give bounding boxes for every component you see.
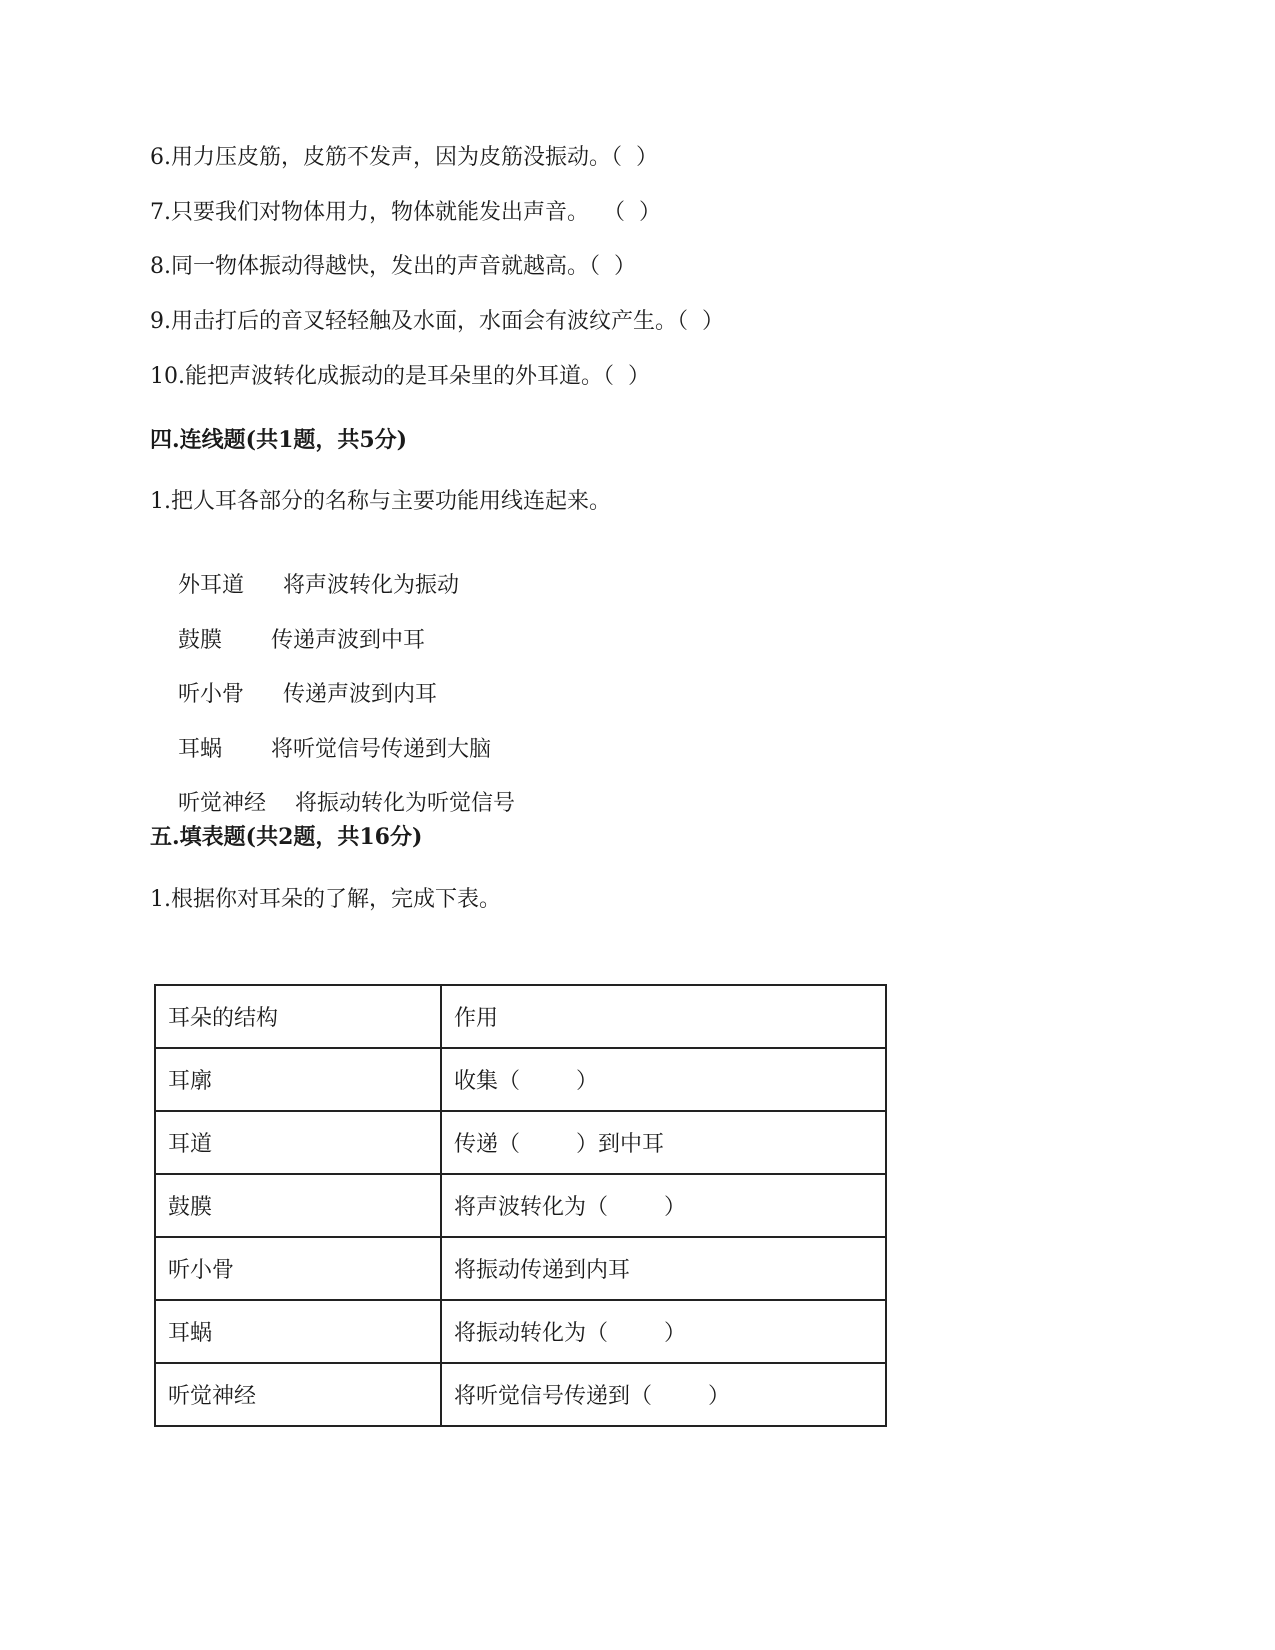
section-five-question: 1.根据你对耳朵的了解，完成下表。 bbox=[150, 887, 501, 912]
table-cell-structure: 听觉神经 bbox=[155, 1363, 441, 1426]
section-four-question: 1.把人耳各部分的名称与主要功能用线连起来。 bbox=[150, 489, 611, 514]
table-row bbox=[155, 1048, 886, 1111]
true-false-item-8: 8.同一物体振动得越快，发出的声音就越高。（ ） bbox=[150, 254, 636, 279]
ear-structure-table bbox=[154, 984, 887, 1427]
ear-part-label: 耳蜗 bbox=[177, 737, 222, 762]
table-cell-function[interactable]: 将声波转化为（ ） bbox=[441, 1174, 886, 1237]
ear-part-label: 外耳道 bbox=[177, 573, 244, 598]
table-cell-function[interactable]: 收集（ ） bbox=[441, 1048, 886, 1111]
table-cell-function[interactable]: 将振动转化为（ ） bbox=[441, 1300, 886, 1363]
true-false-item-10: 10.能把声波转化成振动的是耳朵里的外耳道。（ ） bbox=[150, 364, 650, 389]
table-cell-structure: 耳廓 bbox=[155, 1048, 441, 1111]
true-false-item-7: 7.只要我们对物体用力，物体就能发出声音。 （ ） bbox=[150, 200, 661, 225]
ear-function-label: 传递声波到内耳 bbox=[282, 682, 437, 707]
section-four-heading: 四.连线题(共1题，共5分) bbox=[150, 427, 408, 453]
table-row bbox=[155, 1300, 886, 1363]
table-header-cell: 作用 bbox=[441, 985, 886, 1048]
section-five-heading: 五.填表题(共2题，共16分) bbox=[150, 824, 423, 850]
table-row bbox=[155, 1363, 886, 1426]
table-cell-structure: 听小骨 bbox=[155, 1237, 441, 1300]
table-row bbox=[155, 1174, 886, 1237]
table-header-row bbox=[155, 985, 886, 1048]
table-cell-structure: 耳蜗 bbox=[155, 1300, 441, 1363]
table-row bbox=[155, 1111, 886, 1174]
table-cell-function[interactable]: 传递（ ）到中耳 bbox=[441, 1111, 886, 1174]
ear-function-label: 传递声波到中耳 bbox=[270, 628, 425, 653]
table-cell-structure: 耳道 bbox=[155, 1111, 441, 1174]
ear-part-label: 听小骨 bbox=[177, 682, 244, 707]
ear-function-label: 将振动转化为听觉信号 bbox=[294, 791, 515, 816]
ear-function-label: 将声波转化为振动 bbox=[282, 573, 459, 598]
table-cell-function: 将振动传递到内耳 bbox=[441, 1237, 886, 1300]
table-cell-structure: 鼓膜 bbox=[155, 1174, 441, 1237]
true-false-item-6: 6.用力压皮筋，皮筋不发声，因为皮筋没振动。（ ） bbox=[150, 145, 658, 170]
table-header-cell: 耳朵的结构 bbox=[155, 985, 441, 1048]
true-false-item-9: 9.用击打后的音叉轻轻触及水面，水面会有波纹产生。（ ） bbox=[150, 309, 724, 334]
table-cell-function[interactable]: 将听觉信号传递到（ ） bbox=[441, 1363, 886, 1426]
ear-function-label: 将听觉信号传递到大脑 bbox=[270, 737, 491, 762]
ear-part-label: 听觉神经 bbox=[177, 791, 266, 816]
table-row bbox=[155, 1237, 886, 1300]
ear-part-label: 鼓膜 bbox=[177, 628, 222, 653]
